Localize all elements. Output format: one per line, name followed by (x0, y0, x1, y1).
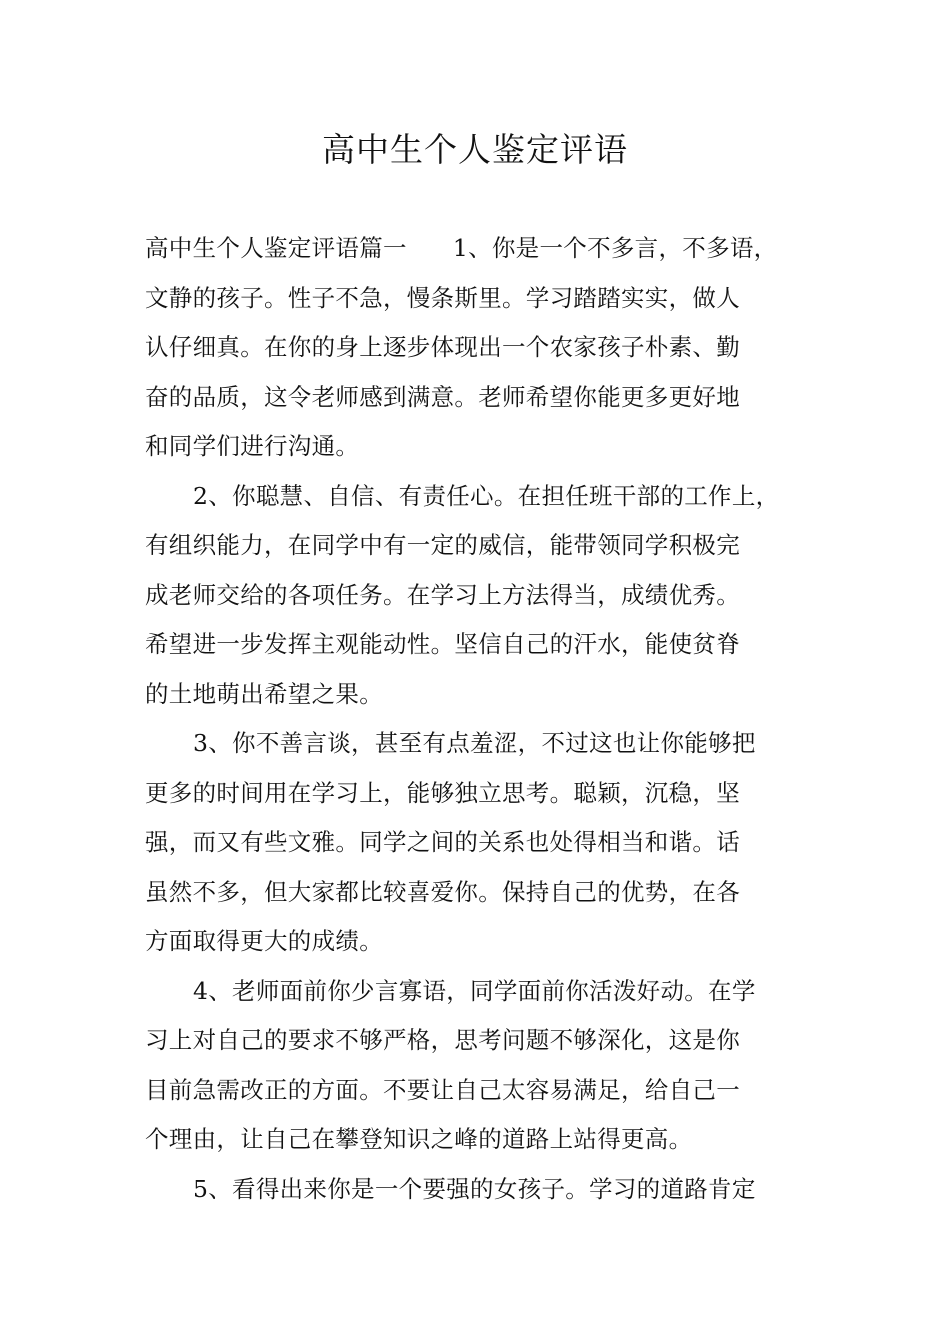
line-text: 1、你是一个不多言，不多语， (452, 234, 778, 262)
text-line: 强，而又有些文雅。同学之间的关系也处得相当和谐。话 (145, 828, 740, 856)
paragraph-start-line: 5、看得出来你是一个要强的女孩子。学习的道路肯定 (193, 1174, 756, 1203)
text-line: 虽然不多，但大家都比较喜爱你。保持自己的优势，在各 (145, 877, 740, 906)
text-line: 更多的时间用在学习上，能够独立思考。聪颖，沉稳，坚 (145, 778, 740, 807)
paragraph-start-line: 3、你不善言谈，甚至有点羞涩，不过这也让你能够把 (193, 729, 756, 757)
text-line: 和同学们进行沟通。 (145, 432, 360, 460)
paragraph-start-line: 2、你聪慧、自信、有责任心。在担任班干部的工作上， (193, 481, 780, 510)
document-title: 高中生个人鉴定评语 (322, 130, 628, 169)
document-body (145, 224, 845, 1214)
text-line (145, 224, 845, 274)
text-line: 个理由，让自己在攀登知识之峰的道路上站得更高。 (145, 1125, 693, 1153)
text-line: 习上对自己的要求不够严格，思考问题不够深化，这是你 (145, 1026, 740, 1054)
text-line: 文静的孩子。性子不急，慢条斯里。学习踏踏实实，做人 (145, 283, 740, 312)
text-line: 的土地萌出希望之果。 (145, 679, 383, 708)
text-line: 目前急需改正的方面。不要让自己太容易满足，给自己一 (145, 1075, 740, 1104)
section-heading: 高中生个人鉴定评语篇一 (145, 234, 407, 262)
text-line: 希望进一步发挥主观能动性。坚信自己的汗水，能使贫脊 (145, 630, 740, 658)
text-line: 有组织能力，在同学中有一定的威信，能带领同学积极完 (145, 531, 740, 559)
paragraph-start-line: 4、老师面前你少言寡语，同学面前你活泼好动。在学 (193, 976, 756, 1005)
text-line: 成老师交给的各项任务。在学习上方法得当，成绩优秀。 (145, 580, 740, 609)
text-line: 方面取得更大的成绩。 (145, 927, 383, 955)
text-line: 认仔细真。在你的身上逐步体现出一个农家孩子朴素、勤 (145, 333, 740, 361)
text-line: 奋的品质，这令老师感到满意。老师希望你能更多更好地 (145, 382, 740, 411)
